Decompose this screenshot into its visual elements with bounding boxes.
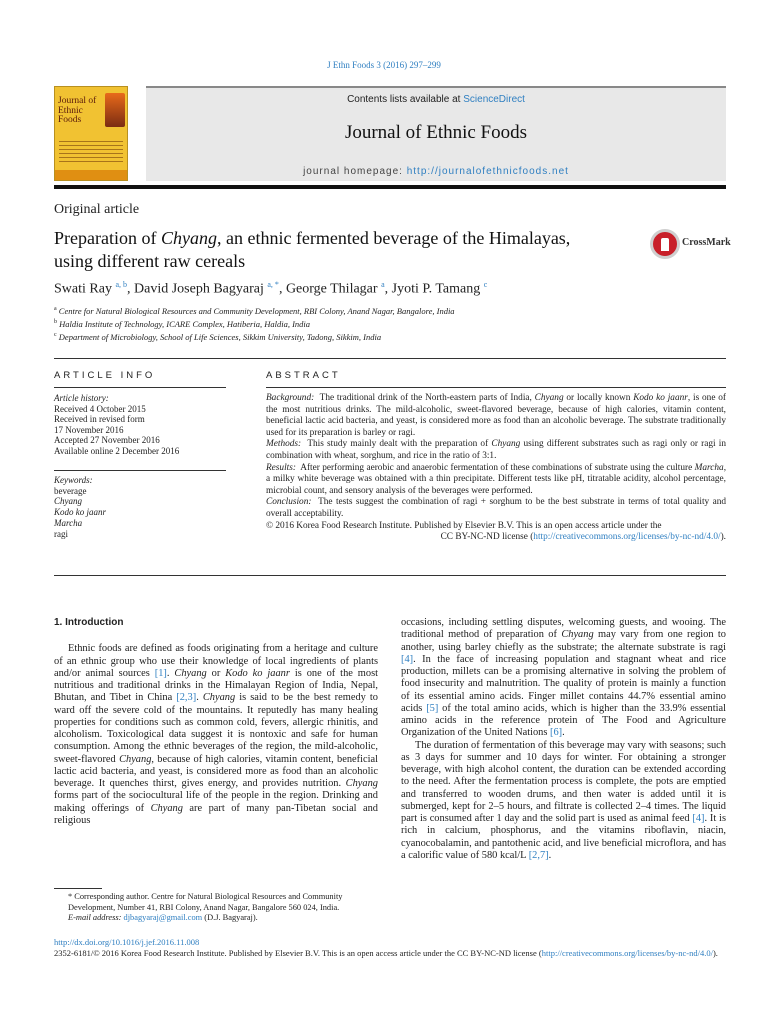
article-info-heading: ARTICLE INFO [54, 370, 156, 381]
reference-link[interactable]: [2,3] [176, 692, 197, 704]
cover-title: Journal of Ethnic Foods [58, 96, 97, 125]
affiliation [54, 304, 455, 317]
abstract-methods: Methods: This study mainly dealt with the preparation of Chyang using different substrates such as ragi only or ragi in combination with wheat, sorghum, and rice in the ratio of 3:1. [266, 439, 727, 461]
sciencedirect-link[interactable]: ScienceDirect [463, 94, 525, 105]
affiliation-text: Centre for Natural Biological Resources and Community Development, RBI Colony, Anand Nagar, Bangalore, India [58, 305, 455, 316]
abstract-label: Results: [266, 462, 296, 473]
author-affiliation-link[interactable]: c [483, 280, 488, 289]
author-affiliation-link[interactable]: a, * [267, 280, 279, 289]
abstract-label: Background: [266, 393, 315, 403]
body-column-right [401, 617, 726, 862]
doi-link[interactable]: http://dx.doi.org/10.1016/j.jef.2016.11.008 [54, 937, 200, 947]
journal-cover-image[interactable] [54, 86, 128, 181]
cover-photo [105, 93, 125, 127]
contents-available [146, 94, 726, 105]
author-affiliation-link[interactable]: a [381, 280, 385, 289]
keyword: beverage [54, 485, 87, 496]
body-column-left [54, 617, 378, 827]
keyword: Chyang [54, 496, 82, 507]
title-part: , an ethnic fermented beverage of the Himalayas, using different raw cereals [54, 228, 571, 271]
history-label: Article history: [54, 393, 109, 403]
header-divider [54, 185, 726, 189]
journal-name: Journal of Ethnic Foods [344, 122, 528, 143]
abstract-label: Conclusion: [266, 497, 312, 508]
divider [54, 470, 226, 471]
body-paragraph: Ethnic foods are defined as foods originating from a heritage and culture of an ethnic group who use their knowledge of local ingredients of plants and/or animal sources [1]. Chyang or Kodo ko jaanr is one of the most nutritious and traditional drinks in the Himalayan Region of India, Nepal, Bhutan, and Tibet in China [2,3]. Chyang is said to be the best remedy to ward off the severe cold of the mountains. It reputedly has many healing properties for conditions such as common cold, fevers, allergic rhinitis, and alcoholism. Toxicological data suggest it is nontoxic and safe for human consumption. Among the ethnic beverages of the region, the mild-alcoholic, sweet-flavored Chyang, because of high calories, vitamin content, beneficial lactic acid bacteria, and yeast, is considered more as food than an alcoholic beverage. It quenches thirst, gives energy, and provides nutrition. Chyang forms part of the sociocultural life of the people in the region. Drinking and making offerings of Chyang are part of many pan-Tibetan social and religious [54, 643, 379, 826]
author-affiliation-link[interactable]: a, b [115, 280, 128, 289]
crossmark-icon [650, 229, 680, 259]
affiliation-marker: c [54, 331, 57, 338]
footnote-text: * Corresponding author. Centre for Natural Biological Resources and Community Development, Number 41, RBI Colony, Anand Nagar, Bangalore 560 024, India. [68, 892, 343, 912]
title-part: Preparation of [54, 228, 161, 248]
divider [54, 358, 726, 359]
keyword: ragi [54, 528, 68, 539]
abstract-license: CC BY-NC-ND license (http://creativecommons.org/licenses/by-nc-nd/4.0/). [440, 532, 726, 543]
abstract-conclusion: Conclusion: The tests suggest the combination of ragi + sorghum to be the best substrate in terms of total quality and overall acceptability. [266, 497, 726, 519]
license-link[interactable]: http://creativecommons.org/licenses/by-nc-nd/4.0/ [533, 532, 721, 543]
abstract-label: Methods: [266, 439, 302, 450]
cover-text-block [59, 141, 123, 163]
body-paragraph: occasions, including settling disputes, welcoming guests, and wooing. The traditional method of preparation of Chyang may vary from one region to another, using barley chiefly as the substrate; the alternate substrate is ragi [4]. In the face of increasing population and stagnant wheat and rice production, millets can be a promising alternative in solving the problem of food insecurity and malnutrition. The quality of protein is mainly a function of its essential amino acids. Finger millet contains 44.7% essential amino acids [5] of the total amino acids, which is higher than the 33.9% essential amino acids in the reference protein of The Food and Agriculture Organization of the United Nations [6]. [401, 617, 727, 739]
email-link[interactable]: djbagyaraj@gmail.com [123, 913, 203, 922]
abstract-copyright: © 2016 Korea Food Research Institute. Published by Elsevier B.V. This is an open access article under the [266, 520, 662, 531]
abstract-body [266, 393, 726, 544]
corresponding-author-footnote [54, 892, 378, 924]
article-type: Original article [54, 202, 140, 217]
journal-citation[interactable]: J Ethn Foods 3 (2016) 297‒299 [327, 60, 441, 70]
abstract-heading: ABSTRACT [266, 370, 341, 381]
affiliation [54, 317, 455, 330]
footnote-divider [54, 888, 102, 889]
reference-link[interactable]: [4] [401, 653, 414, 665]
journal-homepage [146, 166, 726, 177]
crossmark-badge[interactable] [650, 229, 740, 259]
author-name: Jyoti P. Tamang [391, 281, 481, 297]
affiliation-marker: a [54, 306, 57, 312]
reference-link[interactable]: [6] [550, 727, 563, 739]
history-item: Accepted 27 November 2016 [54, 435, 160, 446]
author-name: David Joseph Bagyaraj [134, 281, 264, 297]
affiliation-text: Department of Microbiology, School of Life Sciences, Sikkim University, Tadong, Sikkim, India [58, 331, 382, 342]
article-history [54, 393, 179, 457]
crossmark-label: CrossMark [682, 237, 731, 248]
reference-link[interactable]: [4] [692, 813, 705, 824]
history-item: Received in revised form [54, 414, 145, 425]
footnote-email: E-mail address: djbagyaraj@gmail.com (D.J. Bagyaraj). [68, 913, 258, 922]
history-item: Received 4 October 2015 [54, 403, 146, 414]
license-link[interactable]: http://creativecommons.org/licenses/by-nc-nd/4.0/ [541, 948, 713, 958]
keyword: Marcha [54, 517, 83, 528]
author-name: George Thilagar [285, 281, 378, 297]
journal-header [146, 86, 726, 181]
reference-link[interactable]: [2,7] [528, 849, 549, 861]
keywords-label: Keywords: [54, 475, 93, 485]
affiliations [54, 304, 455, 342]
author-list: Swati Ray $^{a, b}$, David Joseph Bagyaraj $^{a, *}$, George Thilagar $^a$, Jyoti P. Tamang $^c$ [54, 280, 488, 297]
reference-link[interactable]: [1] [154, 667, 167, 679]
title-italic: Chyang [160, 228, 217, 248]
body-paragraph: The duration of fermentation of this beverage may vary with seasons; such as 3 days for summer and 10 days for winter. For obtaining a stronger beverage, with high alcohol content, the duration can be extended according to the need. After the fermentation process is complete, the pots are emptied and transferred to wooden drums, and then water is added until it is submerged, kept for 2‒5 hours, and filtrate is collected 2‒4 times. The liquid part is consumed after 1 day and the solid part is used as animal feed [4]. It is rich in calcium, phosphorus, and the vitamins riboflavin, niacin, cyanocobalamin, and pantothenic acid, and live beneficial microflora, and has a calorific value of 580 kcal/L [2,7]. [401, 739, 726, 861]
reference-link[interactable]: [5] [426, 702, 439, 714]
affiliation [54, 330, 455, 343]
article-title [54, 227, 594, 273]
affiliation-marker: b [54, 318, 57, 325]
affiliation-text: Haldia Institute of Technology, ICARE Complex, Hatiberia, Haldia, India [59, 318, 311, 329]
keyword: Kodo ko jaanr [54, 507, 107, 518]
contents-prefix: Contents lists available at [347, 94, 464, 105]
section-heading: 1. Introduction [54, 617, 124, 628]
divider [54, 575, 726, 576]
divider [54, 387, 226, 388]
cover-footer-bar [55, 170, 127, 180]
divider [266, 387, 726, 388]
history-item: 17 November 2016 [54, 424, 124, 435]
issn-copyright: 2352-6181/© 2016 Korea Food Research Institute. Published by Elsevier B.V. This is an open access article under the CC BY-NC-ND license (http://creativecommons.org/licenses/by-nc-nd/4.0/). [54, 948, 718, 958]
abstract-background: Background: The traditional drink of the North-eastern parts of India, Chyang or locally known Kodo ko jaanr, is one of the most nutritious drinks. The mild-alcoholic, sweet-flavored beverage, because of high calories, vitamin content, beneficial lactic acid bacteria, and yeast, is considered more as food than an alcoholic beverage. The substrate traditionally used for its preparation is barley or ragi. [266, 393, 726, 438]
author-name: Swati Ray [54, 281, 112, 297]
abstract-results: Results: After performing aerobic and anaerobic fermentation of these combinations of substrate using the culture Marcha, a milky white beverage was obtained with a thin precipitate. Different tests like pH, titratable acidity, alcohol percentage, microbial count, and sensory analysis of the beverages were performed. [266, 462, 727, 496]
keywords [54, 475, 106, 539]
history-item: Available online 2 December 2016 [54, 445, 180, 456]
homepage-prefix: journal homepage: [303, 166, 407, 177]
homepage-link[interactable]: http://journalofethnicfoods.net [406, 166, 569, 177]
